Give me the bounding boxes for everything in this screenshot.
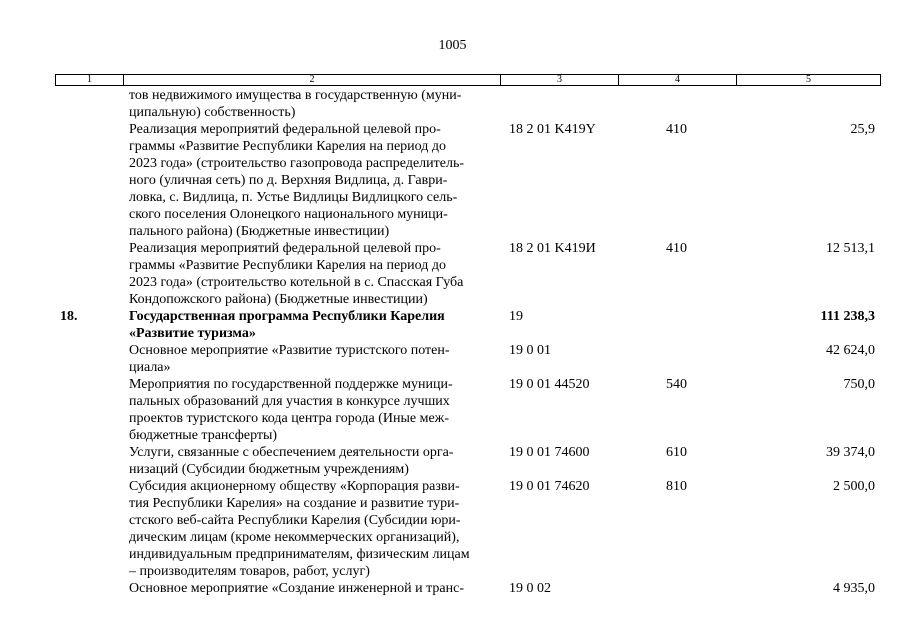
row-code: 19 0 01 74600 [509,445,590,460]
row-amount: 4 935,0 [833,581,875,596]
row-code: 19 0 01 44520 [509,377,590,392]
budget-table-body [0,87,905,597]
column-number-header [55,74,881,86]
row-amount: 111 238,3 [820,309,875,324]
row-amount: 2 500,0 [833,479,875,494]
row-code: 19 0 01 74620 [509,479,590,494]
table-row [0,342,905,376]
row-name: Основное мероприятие «Создание инженерной и транс- [129,581,465,596]
row-number: 18. [60,309,78,324]
table-row [0,580,905,597]
row-expense-type: 410 [666,122,687,137]
row-code: 19 [509,309,523,324]
row-amount: 25,9 [850,122,875,137]
row-code: 18 2 01 K419Y [509,122,596,137]
row-name: Реализация мероприятий федеральной целевой про- граммы «Развитие Республики Карелия на период до 2023 года» (строительство котельной в с. Спасская Губа Кондопожского района) (Бюджетные инвестиции) [129,241,464,307]
table-row [0,478,905,580]
row-expense-type: 410 [666,241,687,256]
row-code: 19 0 02 [509,581,551,596]
page-number: 1005 [438,38,467,53]
row-code: 18 2 01 K419И [509,241,596,256]
column-3-number: 3 [501,75,619,86]
table-row [0,87,905,121]
row-amount: 39 374,0 [826,445,875,460]
table-row [0,308,905,342]
row-name: Услуги, связанные с обеспечением деятельности орга- низаций (Субсидии бюджетным учреждениям) [129,445,454,477]
column-5-number: 5 [737,75,881,86]
row-amount: 12 513,1 [826,241,875,256]
row-amount: 42 624,0 [826,343,875,358]
row-name: Основное мероприятие «Развитие туристского потен- циала» [129,343,450,375]
row-name: Реализация мероприятий федеральной целевой про- граммы «Развитие Республики Карелия на период до 2023 года» (строительство газопровода распределитель- ного (уличная сеть) по д. Верхняя Видлица, д. Гаври- ловка, с. Видлица, п. Устье Видлицы Видлицкого сель- ского поселения Олонецкого национального муници- пального района) (Бюджетные инвестиции) [129,122,465,239]
table-row [0,444,905,478]
row-name: Мероприятия по государственной поддержке муници- пальных образований для участия в конкурсе лучших проектов туристского кода центра города (Иные меж- бюджетные трансферты) [129,377,453,443]
row-expense-type: 610 [666,445,687,460]
table-row [0,376,905,444]
row-name: Государственная программа Республики Карелия «Развитие туризма» [129,309,445,341]
column-2-number: 2 [124,75,501,86]
row-expense-type: 810 [666,479,687,494]
column-4-number: 4 [619,75,737,86]
row-amount: 750,0 [843,377,875,392]
row-name: тов недвижимого имущества в государственную (муни- ципальную) собственность) [129,88,462,120]
column-1-number: 1 [56,75,124,86]
row-code: 19 0 01 [509,343,551,358]
row-name: Субсидия акционерному обществу «Корпорация разви- тия Республики Карелия» на создание и развитие тури- стского веб-сайта Республики Карелия (Субсидии юри- дическим лицам (кроме некоммерческих организаций), индивидуальным предпринимателям, физическим лицам – производителям товаров, работ, услуг) [129,479,470,579]
table-row [0,240,905,308]
row-expense-type: 540 [666,377,687,392]
table-row [0,121,905,240]
